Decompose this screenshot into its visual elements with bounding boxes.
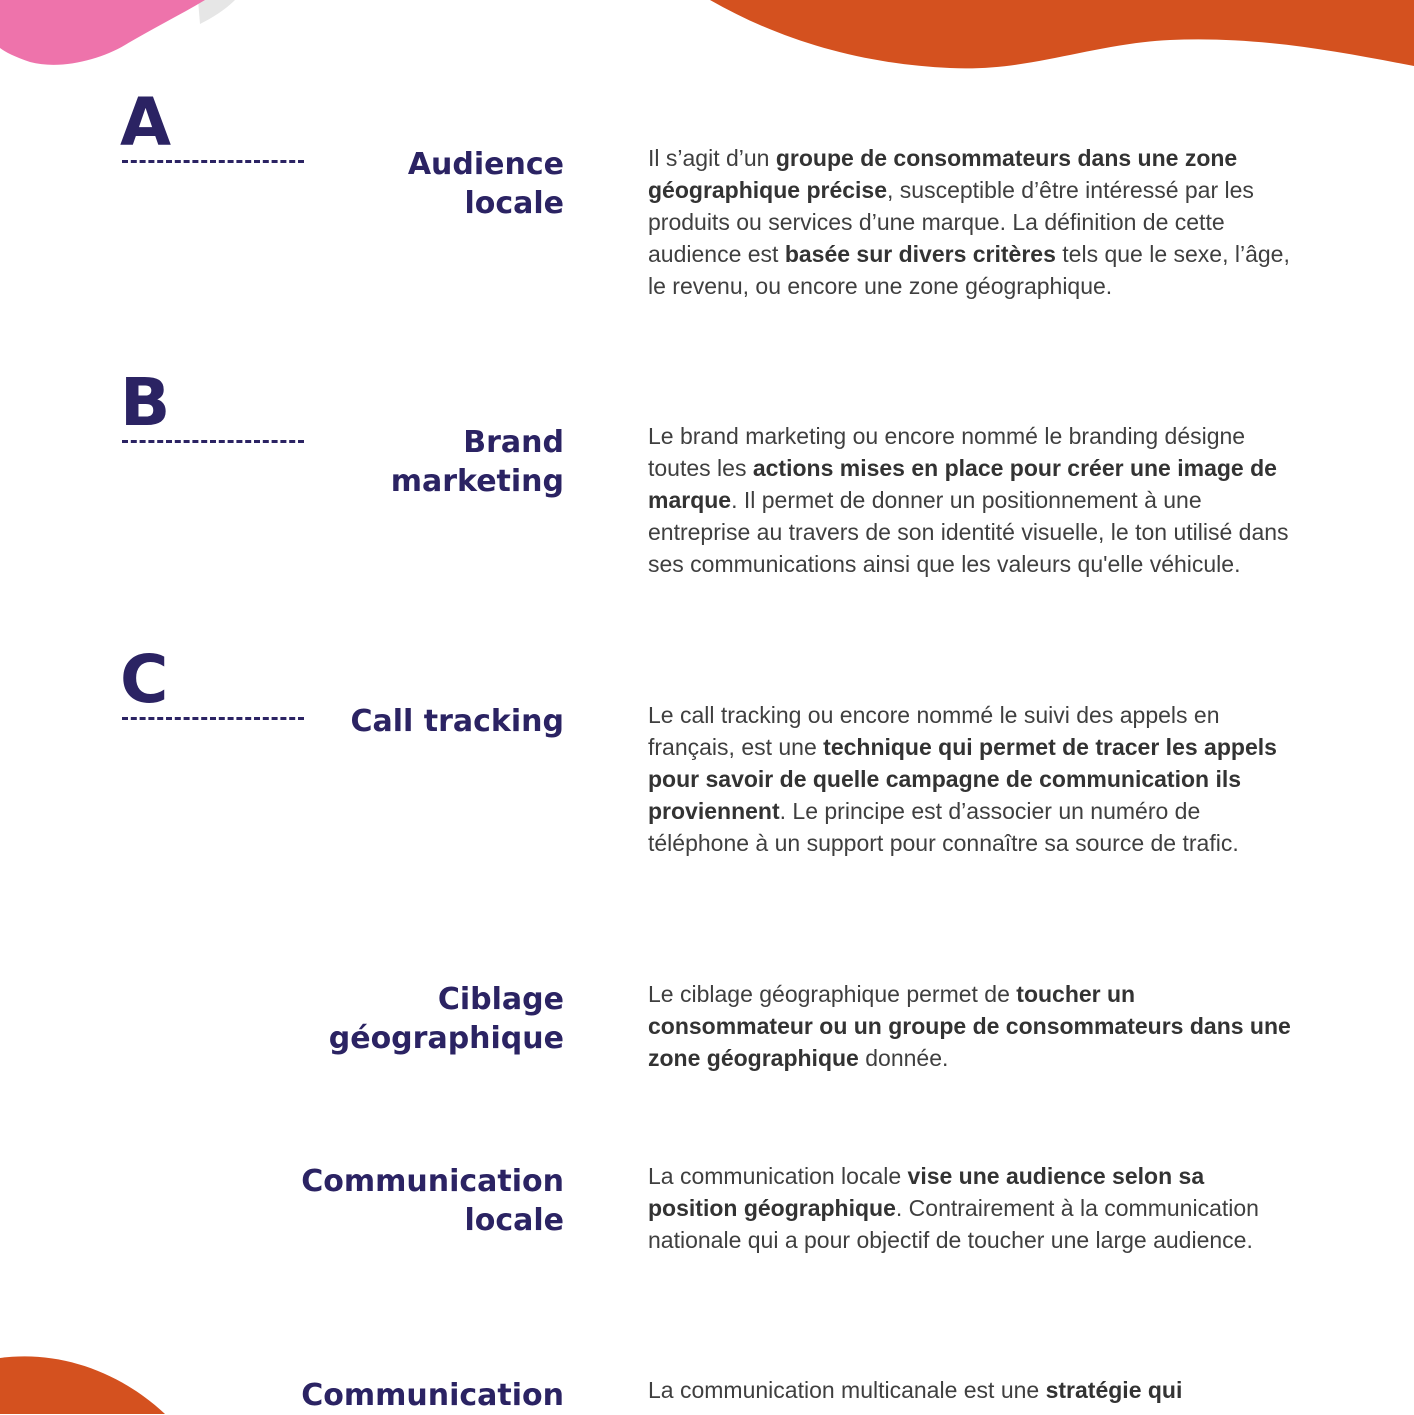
definition-text: . Le principe est d’associer un numéro de téléphone à un support pour connaître sa source de trafic.	[648, 798, 1239, 856]
term-line: locale	[464, 1203, 564, 1238]
term-definition	[648, 978, 1298, 1074]
term-line: Ciblage	[437, 982, 564, 1017]
term-title	[264, 980, 564, 1058]
definition-text: , susceptible d’être intéressé par les produits ou services d’une marque. La définition de cette audience est	[648, 177, 1254, 267]
term-line: Brand	[463, 425, 564, 460]
term-title	[264, 1162, 564, 1240]
definition-text: . Il permet de donner un positionnement à une entreprise au travers de son identité visuelle, le ton utilisé dans ses communications ainsi que les valeurs qu'elle véhicule.	[648, 487, 1289, 577]
definition-text: donnée.	[858, 1045, 949, 1071]
term-line: Audience	[407, 147, 564, 182]
top-left-pink-blob	[0, 0, 260, 70]
definition-emphasis: vise une audience selon sa position géographique	[648, 1163, 1205, 1221]
definition-text: Le call tracking ou encore nommé le suivi des appels en français, est une	[648, 702, 1220, 760]
definition-text: Le ciblage géographique permet de	[648, 981, 1017, 1007]
term-line: géographique	[328, 1021, 564, 1056]
term-definition	[648, 1374, 1298, 1406]
term-line: Communication	[301, 1378, 564, 1413]
definition-text: . Contrairement à la communication nationale qui a pour objectif de toucher une large audience.	[648, 1195, 1259, 1253]
definition-text: La communication locale	[648, 1163, 908, 1189]
section-letter-a: A	[120, 84, 172, 161]
definition-text: Il s’agit d’un	[648, 145, 776, 171]
term-definition	[648, 699, 1298, 859]
definition-emphasis: actions mises en place pour créer une image de marque	[648, 455, 1277, 513]
term-title	[264, 702, 564, 741]
definition-text: Le brand marketing ou encore nommé le branding désigne toutes les	[648, 423, 1246, 481]
term-definition	[648, 420, 1298, 580]
section-letter-c: C	[120, 641, 169, 718]
definition-text: La communication multicanale est une	[648, 1377, 1046, 1403]
term-line: Call tracking	[350, 704, 564, 739]
term-line: Communication	[301, 1164, 564, 1199]
term-title	[264, 145, 564, 223]
definition-emphasis: basée sur divers critères	[784, 241, 1056, 267]
section-letter-b: B	[120, 364, 171, 441]
definition-emphasis: stratégie qui	[1045, 1377, 1183, 1403]
term-definition	[648, 142, 1298, 302]
term-title	[264, 423, 564, 501]
top-right-orange-blob	[700, 0, 1414, 80]
term-definition	[648, 1160, 1298, 1256]
term-title	[264, 1376, 564, 1415]
term-line: locale	[464, 186, 564, 221]
bottom-left-orange-blob	[0, 1350, 180, 1414]
definition-emphasis: groupe de consommateurs dans une zone géographique précise	[648, 145, 1238, 203]
definition-emphasis: technique qui permet de tracer les appels pour savoir de quelle campagne de communication ils proviennent	[648, 734, 1277, 824]
term-line: marketing	[390, 464, 564, 499]
definition-emphasis: toucher un consommateur ou un groupe de consommateurs dans une zone géographique	[648, 981, 1291, 1071]
definition-text: tels que le sexe, l’âge, le revenu, ou encore une zone géographique.	[648, 241, 1290, 299]
